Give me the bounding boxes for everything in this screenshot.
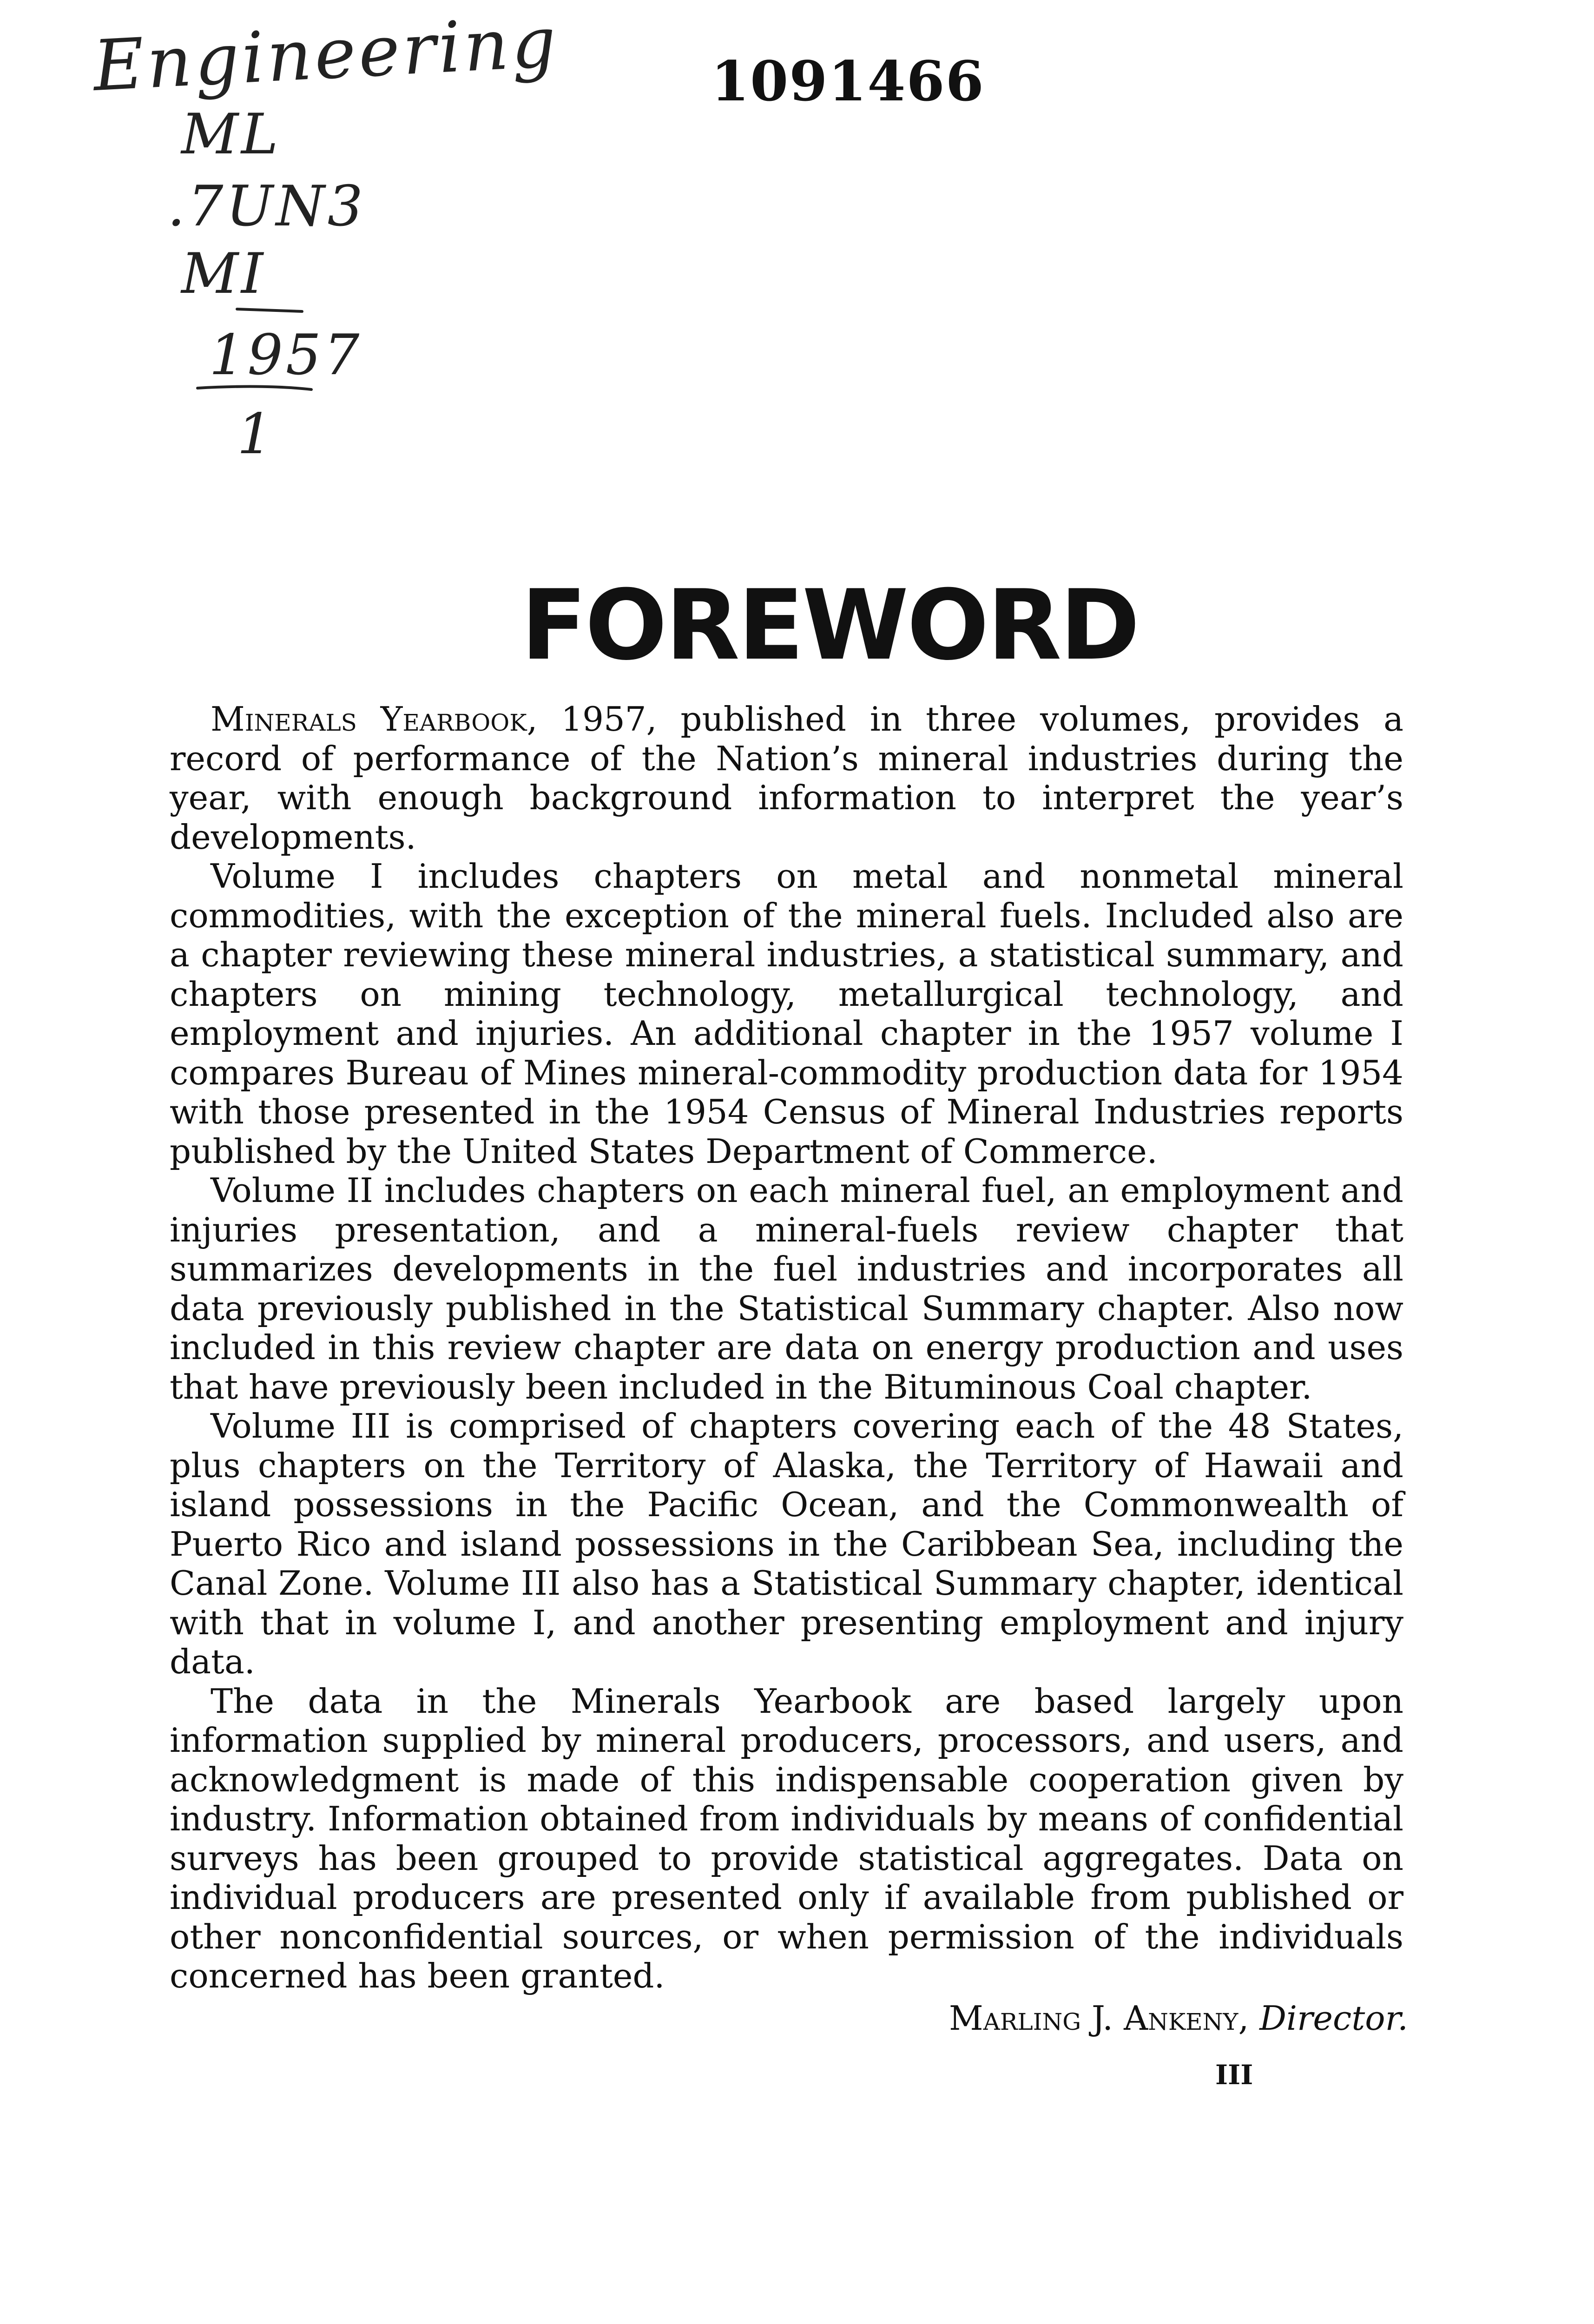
signature xyxy=(949,1999,1408,2038)
foreword-body xyxy=(170,700,1403,1996)
handwritten-line-year: 1957 xyxy=(209,323,362,388)
handwritten-line-engineering: Engineering xyxy=(91,1,561,107)
handwritten-notes xyxy=(84,1,561,488)
paragraph-2: Volume I includes chapters on metal and nonmetal mineral commodities, with the exception of the mineral fuels. Included also are a chapter reviewing these mineral industries, a statistical summary, and chapters on mining technology, metallurgical technology, and employment and injuries. An additional chapter in the 1957 volume I compares Bureau of Mines mineral-commodity production data for 1954 with those presented in the 1954 Census of Mineral Industries reports published by the United States Department of Commerce. xyxy=(170,857,1403,1171)
signature-separator: , xyxy=(1238,1999,1260,2038)
paragraph-1-text: , 1957, published in three volumes, provides a record of performance of the Nation’s mineral industries during the year, with enough background information to interpret the year’s developments. xyxy=(170,700,1403,857)
page-number: III xyxy=(1215,2059,1253,2091)
call-number: 1091466 xyxy=(711,49,985,113)
handwritten-line-mi: MI xyxy=(181,242,266,306)
paragraph-5: The data in the Minerals Yearbook are based largely upon information supplied by mineral producers, processors, and users, and acknowledgment is made of this indispensable cooperation given by industry. Information obtained from individuals by means of confidential surveys has been grouped to provide statistical aggregates. Data on individual producers are presented only if available from published or other nonconfidential sources, or when permission of the individuals concerned has been granted. xyxy=(170,1681,1403,1995)
handwritten-line-ml: ML xyxy=(181,102,281,167)
paragraph-1 xyxy=(170,700,1403,857)
handwritten-line-class: .7UN3 xyxy=(167,174,366,239)
page-title: FOREWORD xyxy=(520,569,1139,682)
handwritten-line-volume: 1 xyxy=(237,402,276,467)
publication-name: Minerals Yearbook xyxy=(211,700,527,739)
signature-title: Director. xyxy=(1259,1999,1408,2038)
paragraph-3: Volume II includes chapters on each mineral fuel, an employment and injuries presentation, and a mineral-fuels review chapter that summarizes developments in the fuel industries and incorporates all data previously published in the Statistical Summary chapter. Also now included in this review chapter are data on energy production and uses that have previously been included in the Bituminous Coal chapter. xyxy=(170,1171,1403,1406)
signature-name: Marling J. Ankeny xyxy=(949,1999,1238,2038)
paragraph-4: Volume III is comprised of chapters covering each of the 48 States, plus chapters on the Territory of Alaska, the Territory of Hawaii and island possessions in the Pacific Ocean, and the Commonwealth of Puerto Rico and island possessions in the Caribbean Sea, including the Canal Zone. Volume III also has a Statistical Summary chapter, identical with that in volume I, and another presenting employment and injury data. xyxy=(170,1406,1403,1681)
